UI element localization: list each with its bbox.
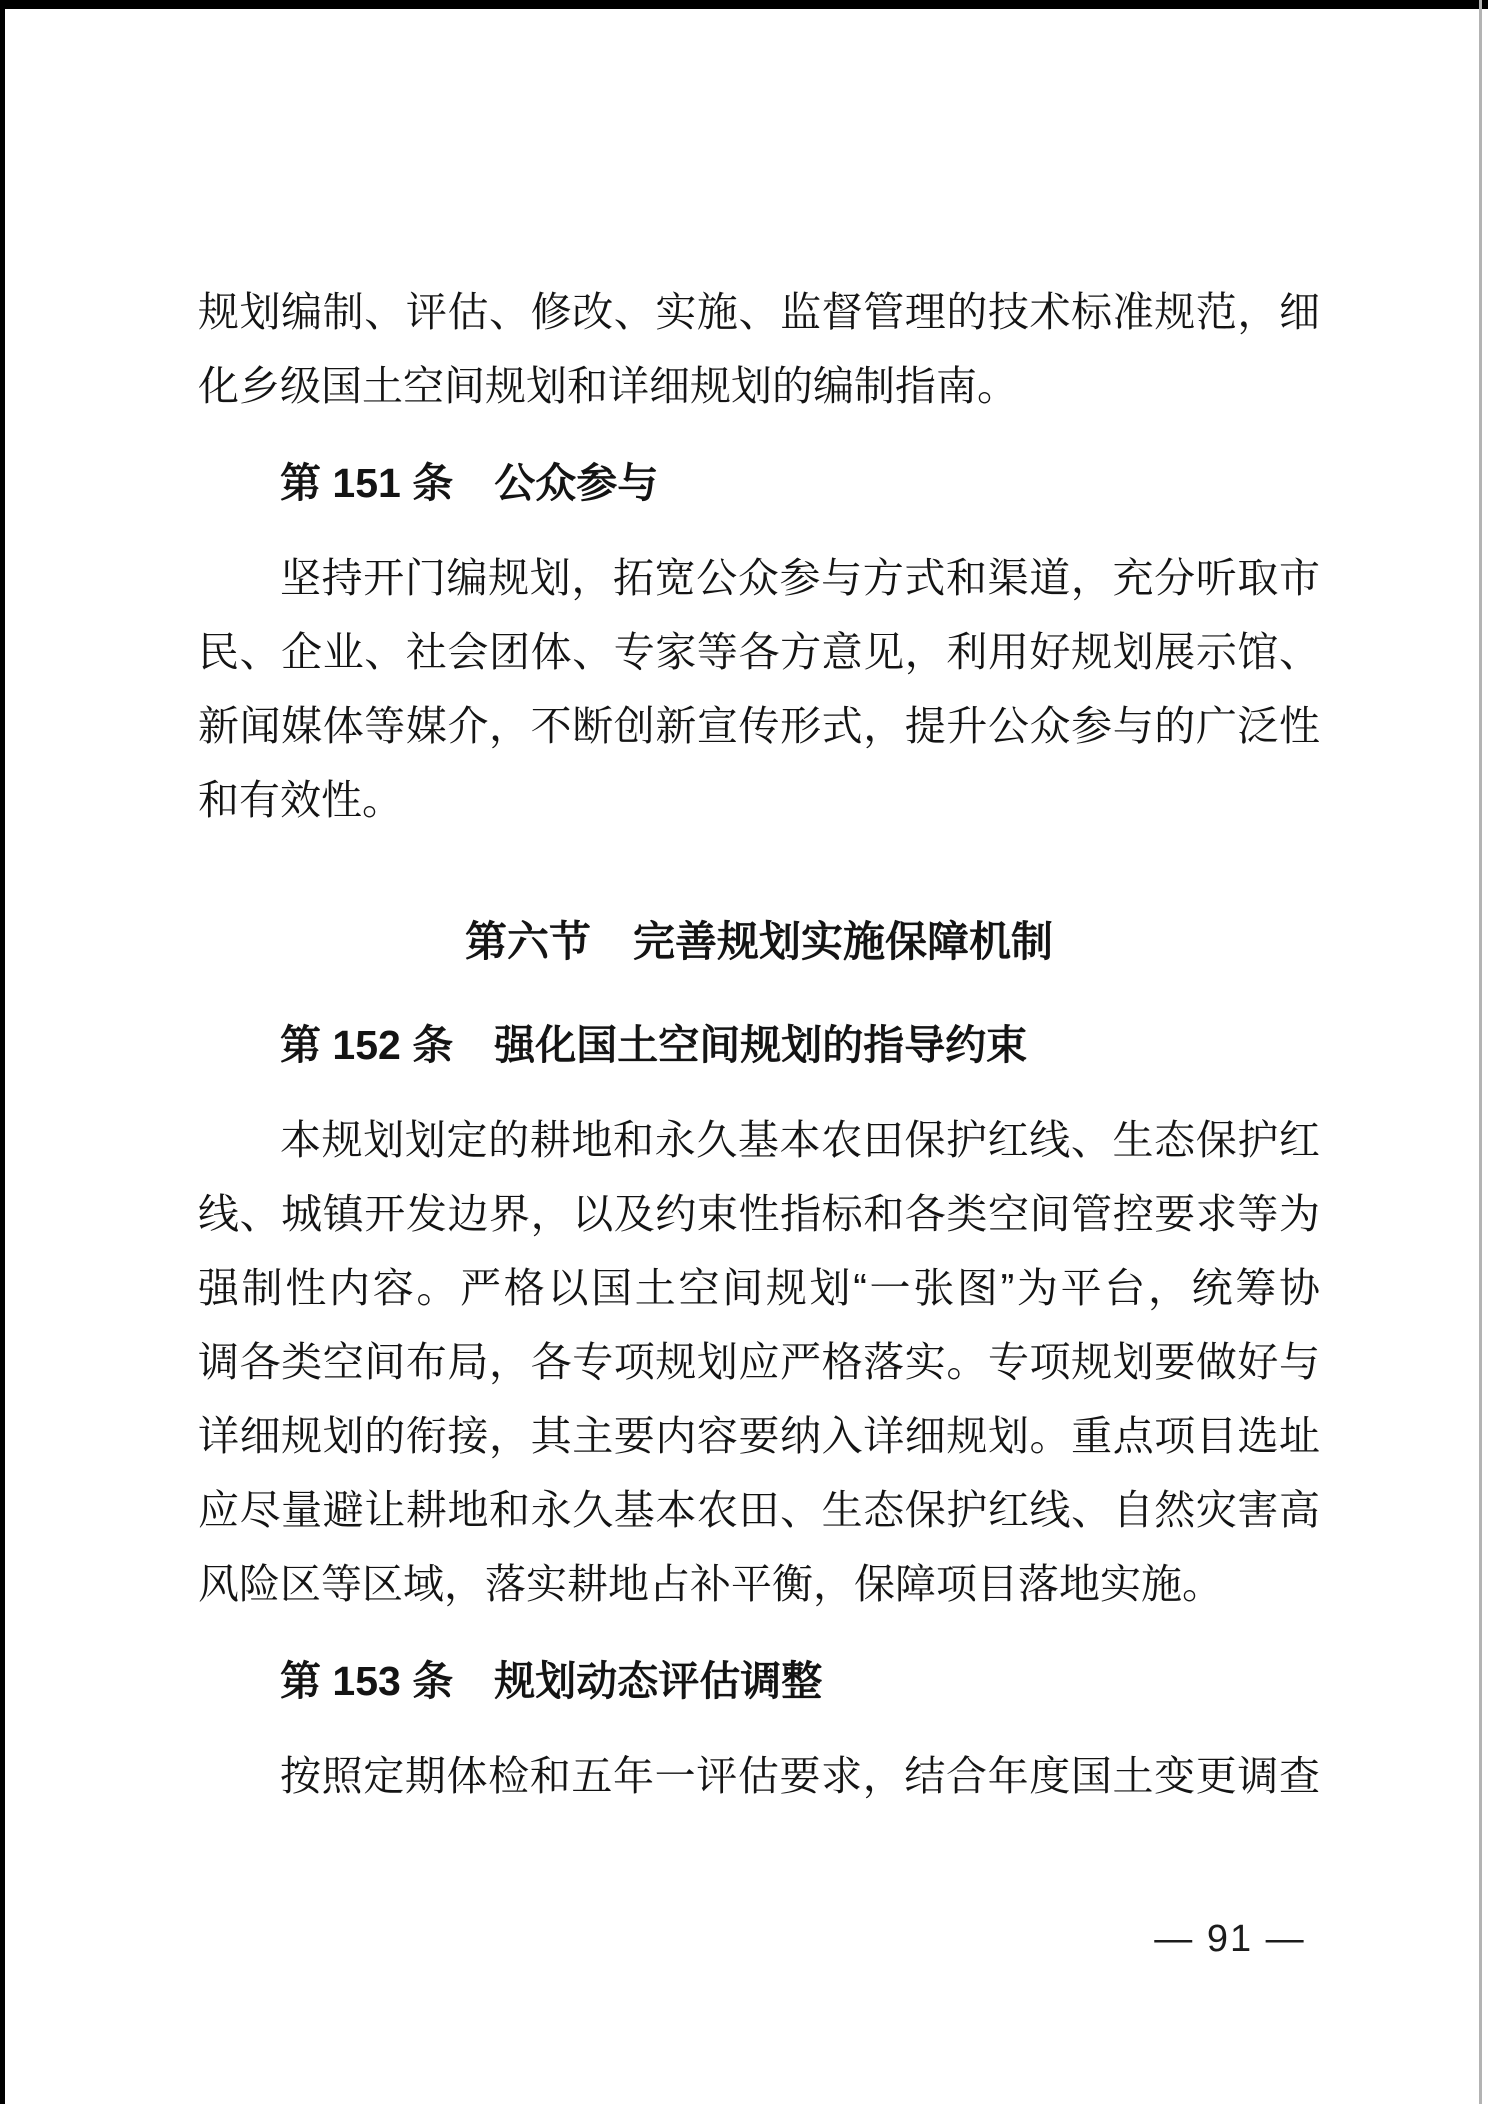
article-153-heading: 第 153 条 规划动态评估调整 <box>280 1658 823 1704</box>
text-line: 线、城镇开发边界，以及约束性指标和各类空间管控要求等为 <box>198 1191 1320 1237</box>
text-line: 新闻媒体等媒介，不断创新宣传形式，提升公众参与的广泛性 <box>198 703 1320 749</box>
scan-right-edge <box>1479 0 1482 2104</box>
text-line: 应尽量避让耕地和永久基本农田、生态保护红线、自然灾害高 <box>198 1487 1320 1533</box>
article-152-heading: 第 152 条 强化国土空间规划的指导约束 <box>280 1022 1028 1068</box>
scan-top-edge <box>0 0 1488 9</box>
text-line: 化乡级国土空间规划和详细规划的编制指南。 <box>198 363 1018 409</box>
text-line: 详细规划的衔接，其主要内容要纳入详细规划。重点项目选址 <box>198 1413 1320 1459</box>
scan-left-edge <box>0 0 5 2104</box>
article-151-paragraph <box>198 541 1320 837</box>
text-line: 坚持开门编规划，拓宽公众参与方式和渠道，充分听取市 <box>280 555 1320 601</box>
text-line: 民、企业、社会团体、专家等各方意见，利用好规划展示馆、 <box>198 629 1320 675</box>
text-line: 风险区等区域，落实耕地占补平衡，保障项目落地实施。 <box>198 1561 1223 1607</box>
section-6-heading: 第六节 完善规划实施保障机制 <box>464 918 1053 965</box>
text-line: 按照定期体检和五年一评估要求，结合年度国土变更调查 <box>280 1753 1320 1799</box>
article-151-heading: 第 151 条 公众参与 <box>280 460 659 506</box>
paragraph-continuation <box>198 275 1320 423</box>
article-153-paragraph <box>198 1739 1320 1813</box>
page-number: — 91 — <box>1154 1918 1306 1960</box>
text-line: 规划编制、评估、修改、实施、监督管理的技术标准规范，细 <box>198 289 1320 335</box>
text-line: 和有效性。 <box>198 777 403 823</box>
text-line: 本规划划定的耕地和永久基本农田保护红线、生态保护红 <box>280 1117 1320 1163</box>
text-line: 强制性内容。严格以国土空间规划“一张图”为平台，统筹协 <box>198 1265 1320 1311</box>
text-line: 调各类空间布局，各专项规划应严格落实。专项规划要做好与 <box>198 1339 1320 1385</box>
article-152-paragraph <box>198 1103 1320 1621</box>
page-content <box>198 275 1320 1813</box>
